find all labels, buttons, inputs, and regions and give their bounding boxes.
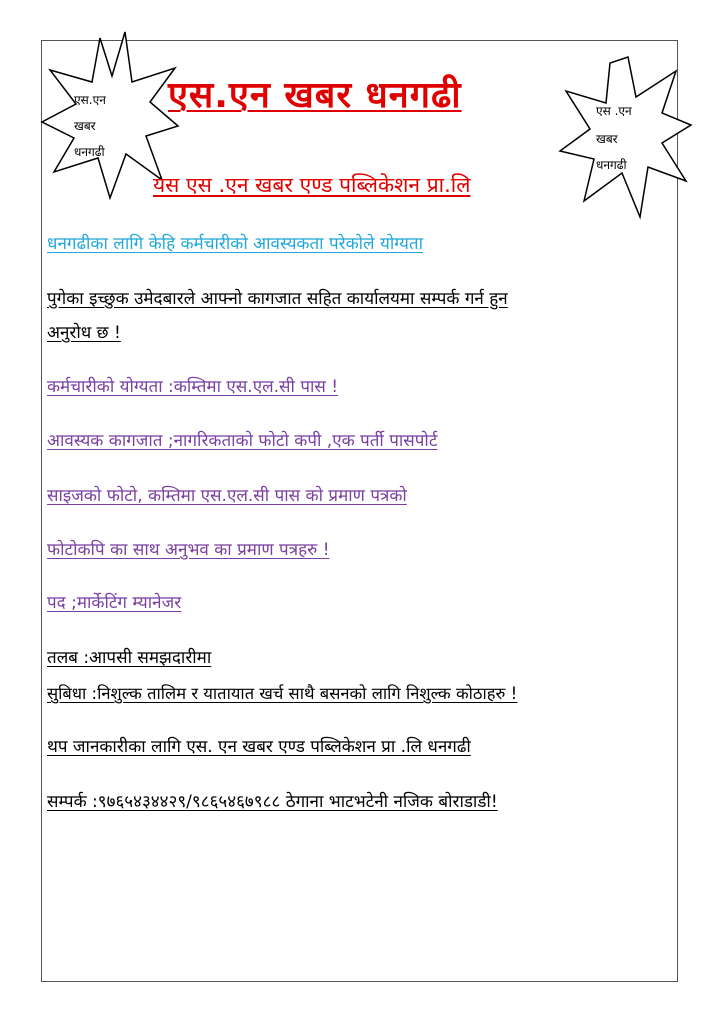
contact-line: सम्पर्क :९७६५४३४४२९/९८६५४६७९८८ ठेगाना भाटभटेनी नजिक बोराडाडी! — [47, 792, 498, 812]
documents-line-3: फोटोकपि का साथ अनुभव का प्रमाण पत्रहरु ! — [47, 540, 330, 560]
starburst-right-shape — [558, 55, 693, 220]
badge-right-line-1: एस .एन — [596, 104, 632, 118]
position-line: पद ;मार्केटिंग म्यानेजर — [47, 593, 182, 613]
notice-line-2: पुगेका इच्छुक उमेदबारले आफ्नो कागजात सहित कार्यालयमा सम्पर्क गर्न हुन — [47, 289, 508, 309]
badge-right-line-2: खबर — [596, 132, 618, 146]
page-title: एस.एन खबर धनगढी — [168, 75, 462, 116]
starburst-badge-right — [558, 55, 693, 220]
salary-line: तलब :आपसी समझदारीमा — [47, 648, 212, 668]
page-subtitle: यस एस .एन खबर एण्ड पब्लिकेशन प्रा.लि — [153, 173, 471, 197]
badge-left-line-3: धनगढी — [74, 145, 105, 159]
badge-left-line-2: खबर — [74, 119, 96, 133]
qualification-line: कर्मचारीको योग्यता :कम्तिमा एस.एल.सी पास ! — [47, 377, 339, 397]
badge-left-line-1: एस.एन — [74, 93, 106, 107]
more-info-line: थप जानकारीका लागि एस. एन खबर एण्ड पब्लिकेशन प्रा .लि धनगढी — [47, 737, 471, 757]
documents-line-1: आवस्यक कागजात ;नागरिकताको फोटो कपी ,एक पर्ती पासपोर्ट — [47, 431, 438, 451]
notice-line-1: धनगढीका लागि केहि कर्मचारीको आवस्यकता परेकोले योग्यता — [47, 234, 423, 254]
facilities-line: सुबिधा :निशुल्क तालिम र यातायात खर्च साथै बसनको लागि निशुल्क कोठाहरु ! — [47, 684, 518, 703]
badge-right-line-3: धनगढी — [596, 158, 627, 172]
notice-line-3: अनुरोध छ ! — [47, 323, 121, 343]
documents-line-2: साइजको फोटो, कम्तिमा एस.एल.सी पास को प्रमाण पत्रको — [47, 486, 407, 506]
